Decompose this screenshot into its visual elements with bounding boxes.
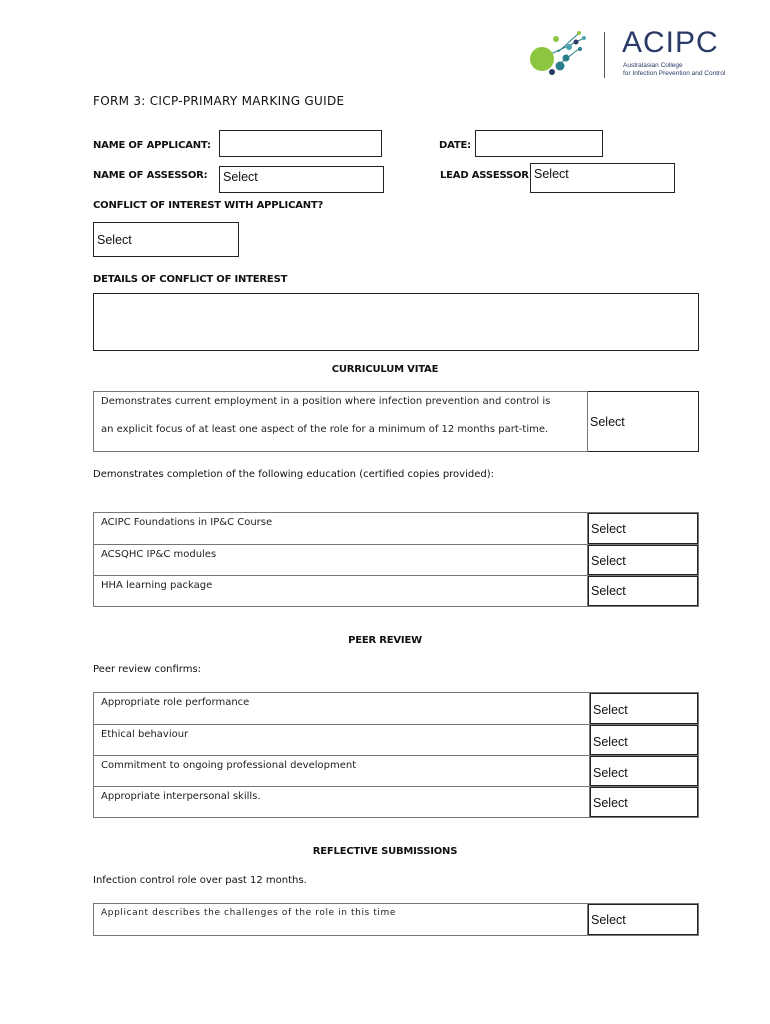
education-select[interactable]: Select	[588, 513, 698, 544]
date-label: DATE:	[439, 140, 471, 151]
logo-line2: for Infection Prevention and Control	[623, 70, 726, 77]
peer-select[interactable]: Select	[590, 787, 698, 817]
peer-select[interactable]: Select	[590, 725, 698, 755]
cv-line-2: an explicit focus of at least one aspect of the role for a minimum of 12 months part-time.	[101, 424, 549, 435]
date-input[interactable]	[475, 130, 603, 157]
assessor-select[interactable]: Select	[219, 166, 384, 193]
table-row	[94, 756, 699, 787]
reflective-label: Applicant describes the challenges of the role in this time	[94, 904, 588, 936]
assessor-label: NAME OF ASSESSOR:	[93, 170, 208, 181]
details-label: DETAILS OF CONFLICT OF INTEREST	[93, 274, 288, 285]
conflict-select[interactable]: Select	[93, 222, 239, 257]
peer-table	[93, 692, 699, 818]
peer-select-cell	[590, 693, 699, 725]
table-row	[94, 693, 699, 725]
reflective-intro: Infection control role over past 12 months.	[93, 875, 307, 886]
lead-assessor-label: LEAD ASSESSOR	[440, 170, 529, 181]
applicant-input[interactable]	[219, 130, 382, 157]
cv-heading: CURRICULUM VITAE	[331, 364, 439, 375]
table-row	[94, 904, 699, 936]
reflective-heading: REFLECTIVE SUBMISSIONS	[312, 846, 458, 857]
peer-intro: Peer review confirms:	[93, 664, 202, 675]
peer-select-cell	[590, 756, 699, 787]
reflective-table	[93, 903, 699, 936]
peer-select[interactable]: Select	[590, 693, 698, 724]
lead-assessor-select[interactable]: Select	[530, 163, 675, 193]
peer-select-cell	[590, 725, 699, 756]
table-row	[94, 725, 699, 756]
cv-select-cell	[588, 392, 699, 452]
logo-divider	[604, 32, 605, 78]
form-title: FORM 3: CICP-PRIMARY MARKING GUIDE	[93, 94, 345, 108]
peer-label: Appropriate role performance	[94, 693, 590, 725]
cv-line-1: Demonstrates current employment in a position where infection prevention and control is	[101, 396, 551, 407]
table-row	[94, 787, 699, 818]
peer-label: Appropriate interpersonal skills.	[94, 787, 590, 818]
education-label: ACSQHC IP&C modules	[94, 545, 588, 576]
acipc-molecule-icon	[528, 28, 598, 83]
reflective-select-cell	[588, 904, 699, 936]
table-row	[94, 513, 699, 545]
peer-select[interactable]: Select	[590, 756, 698, 786]
education-select-cell	[588, 513, 699, 545]
logo-line1: Australasian College	[623, 62, 683, 69]
cv-table	[93, 391, 699, 452]
education-label: HHA learning package	[94, 576, 588, 607]
education-select-cell	[588, 576, 699, 607]
table-row	[94, 392, 699, 452]
education-select-cell	[588, 545, 699, 576]
logo	[528, 28, 743, 83]
conflict-label: CONFLICT OF INTEREST WITH APPLICANT?	[93, 200, 324, 211]
cv-select[interactable]: Select	[590, 415, 625, 429]
applicant-label: NAME OF APPLICANT:	[93, 140, 211, 151]
peer-label: Commitment to ongoing professional development	[94, 756, 590, 787]
cv-criterion	[94, 392, 588, 452]
logo-brand: ACIPC	[622, 26, 719, 59]
peer-label: Ethical behaviour	[94, 725, 590, 756]
education-label: ACIPC Foundations in IP&C Course	[94, 513, 588, 545]
peer-heading: PEER REVIEW	[348, 635, 422, 646]
peer-select-cell	[590, 787, 699, 818]
education-select[interactable]: Select	[588, 576, 698, 606]
details-textarea[interactable]	[93, 293, 699, 351]
education-intro: Demonstrates completion of the following education (certified copies provided):	[93, 469, 494, 480]
table-row	[94, 576, 699, 607]
reflective-select[interactable]: Select	[588, 904, 698, 935]
education-table	[93, 512, 699, 607]
education-select[interactable]: Select	[588, 545, 698, 575]
table-row	[94, 545, 699, 576]
